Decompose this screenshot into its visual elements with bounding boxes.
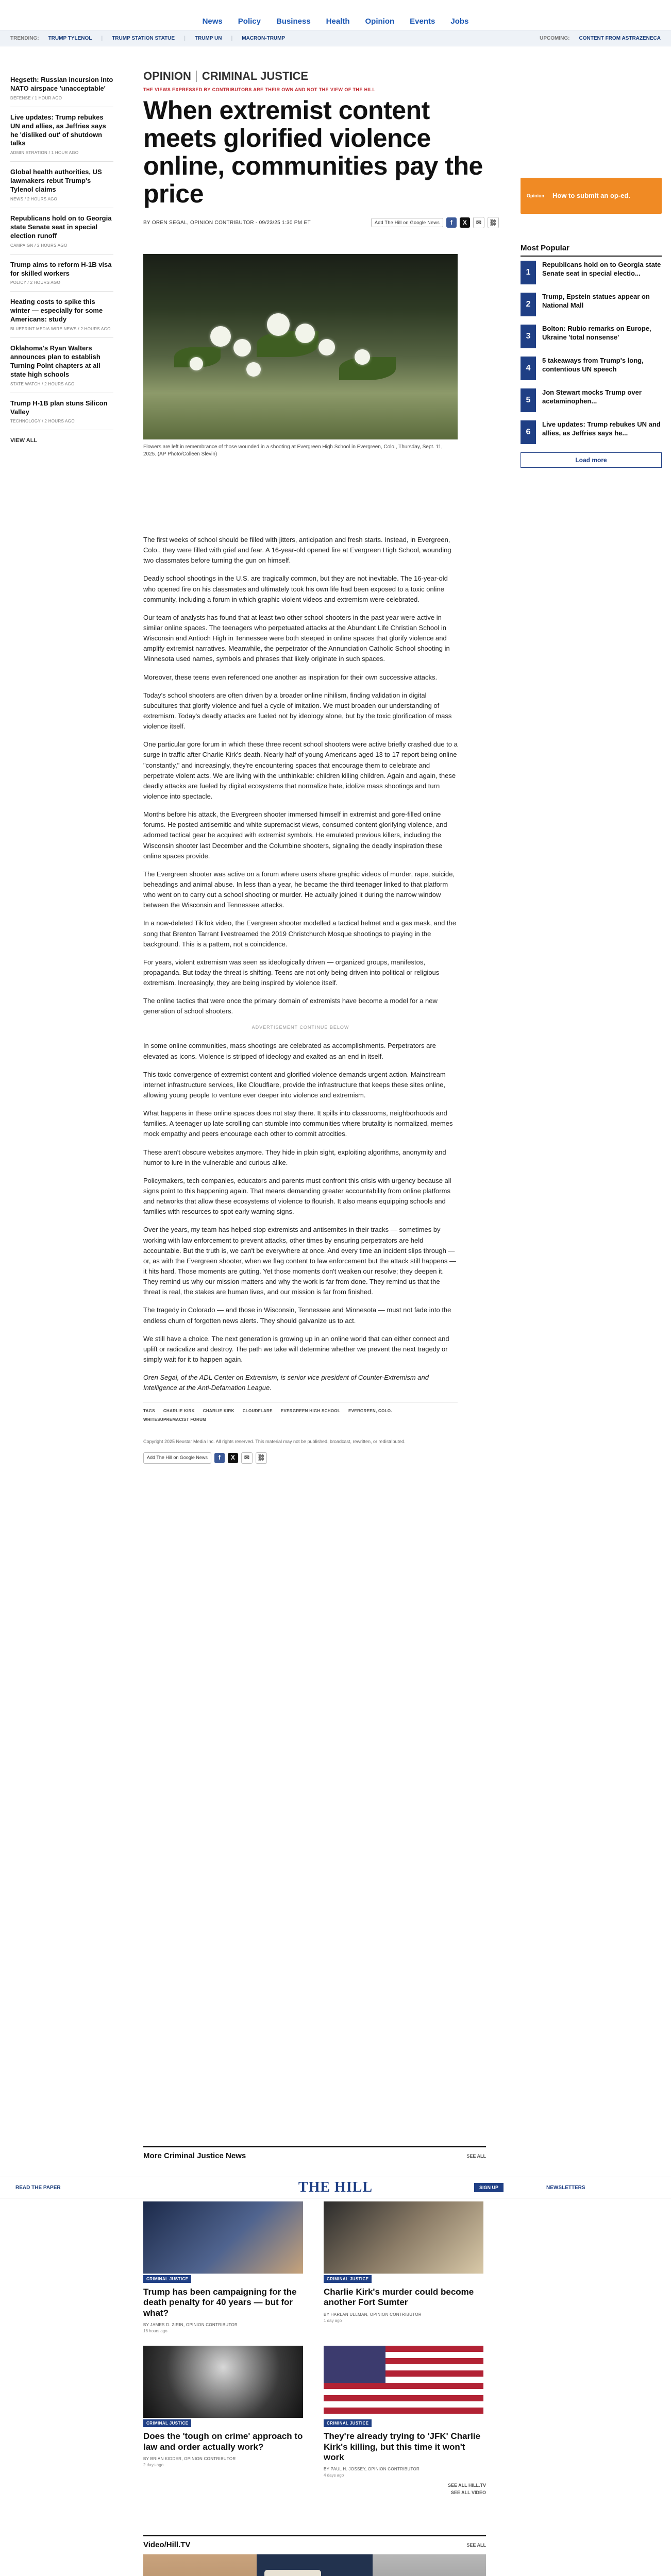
paragraph: Policymakers, tech companies, educators and parents must confront this crisis with urgency because all signs point to this happening again. That means demanding greater accountability from online platforms and networks that allow these ecosystems of violence to flourish. It also means equipping schools and families with resources to spot early warning signs. (143, 1176, 451, 1216)
sidebar-story[interactable] (10, 255, 113, 292)
paragraph: Over the years, my team has helped stop extremists and antisemites in their tracks — sometimes by working with law enforcement to prevent attacks, other times by ensuring perpetrators are held accountable. But the truth is, we can't be everywhere at once. And every time an incident slips through — or, as with the Evergreen shooter, when we flag content to law enforcement but the attack still happens — it hits hard. Those moments are gutting. Yet those moments don't weaken our resolve; they deepen it. They remind us why our mission matters and why the work is far from done. They remind us that the threat is real, the stakes are human lives, and our mission is far from finished. (143, 1226, 457, 1296)
the-hill-bar (0, 2177, 671, 2198)
the-hill-logo[interactable]: THE HILL (298, 2179, 373, 2195)
x-icon[interactable]: X (460, 217, 470, 228)
popular-item-title[interactable]: Live updates: Trump rebukes UN and allies, as Jeffries says he... (542, 420, 661, 437)
x-icon[interactable]: X (228, 1453, 238, 1463)
link-icon[interactable]: ⛓ (256, 1452, 267, 1464)
sidebar-story-meta: DEFENSE / 1 HOUR AGO (10, 95, 62, 100)
sidebar-story[interactable] (10, 208, 113, 255)
promo-text: How to submit an op-ed. (552, 192, 630, 200)
sidebar-story[interactable] (10, 393, 113, 431)
paragraph: Months before his attack, the Evergreen shooter immersed himself in extremist and gore-filled online forums. He posted antisemitic and white supremacist views, consumed content glorifying violence, and adorned tactical gear he acquired with extremist symbols. He emulated previous killers, including the Wisconsin shooter last December and the Columbine shooters, signaling the deadly inspiration these online spaces provide. (143, 810, 447, 860)
popular-item-title[interactable]: Republicans hold on to Georgia state Senate seat in special electio... (542, 261, 661, 277)
nav-jobs[interactable]: Jobs (450, 17, 469, 26)
category-badge: CRIMINAL JUSTICE (324, 2419, 372, 2427)
email-icon[interactable]: ✉ (241, 1452, 253, 1464)
trending-label: TRENDING: (10, 35, 39, 41)
paragraph: One particular gore forum in which these three recent school shooters were active briefly crashed due to a surge in traffic after Charlie Kirk's death. Nearly half of young Americans aged 13 to 17 report being online "constantly," and increasingly, they're encountering spaces that encourage them to celebrate and perpetrate violent acts. We are living with the unthinkable: children killing children. Again and again, these deadly attacks are fueled by digital ecosystems that normalize hate, idolize mass shootings and turn violence into spectacle. (143, 740, 458, 800)
popular-item[interactable] (521, 261, 662, 284)
story-image[interactable] (324, 2346, 483, 2418)
story-title[interactable]: Charlie Kirk's murder could become another Fort Sumter (324, 2287, 474, 2308)
share-tools (371, 217, 499, 228)
op-ed-promo[interactable] (521, 178, 662, 214)
story-title[interactable]: They're already trying to 'JFK' Charlie Kirk's killing, but this time it won't work (324, 2431, 481, 2462)
image-detail (233, 339, 251, 357)
sidebar-story-headline[interactable]: Global health authorities, US lawmakers rebut Trump's Tylenol claims (10, 168, 102, 194)
rank-number: 1 (521, 261, 536, 284)
tag-link[interactable]: CHARLIE KIRK (203, 1409, 234, 1414)
sidebar-story-headline[interactable]: Hegseth: Russian incursion into NATO airspace 'unacceptable' (10, 76, 113, 92)
sidebar-story-headline[interactable]: Heating costs to spike this winter — especially for some Americans: study (10, 298, 103, 324)
section-title: Video/Hill.TV (143, 2540, 191, 2549)
image-detail (373, 2554, 486, 2576)
copyright: Copyright 2025 Nexstar Media Inc. All rights reserved. This material may not be published, broadcast, rewritten, or redistributed. (143, 1439, 406, 1445)
rank-number: 3 (521, 325, 536, 348)
paragraph: In a now-deleted TikTok video, the Evergreen shooter modelled a tactical helmet and a gas mask, and the song that Brenton Tarrant livestreamed the 2019 Christchurch Mosque shootings to playing in the background. This is a pattern, not a coincidence. (143, 919, 457, 948)
paragraph: Moreover, these teens even referenced one another as inspiration for their own successive attacks. (143, 673, 438, 681)
image-detail (324, 2346, 385, 2383)
story-byline: BY BRIAN KIDDER, OPINION CONTRIBUTOR (143, 2456, 236, 2461)
read-the-paper-link[interactable]: READ THE PAPER (15, 2184, 61, 2191)
trending-item[interactable]: TRUMP TYLENOL (48, 35, 92, 41)
tag-link[interactable]: EVERGREEN, COLO. (348, 1409, 392, 1414)
tag-link[interactable]: EVERGREEN HIGH SCHOOL (280, 1409, 341, 1414)
separator (196, 71, 197, 82)
sidebar-story[interactable] (10, 70, 113, 107)
sidebar-story-meta: BLUEPRINT MEDIA WIRE NEWS / 2 HOURS AGO (10, 327, 111, 332)
most-popular-heading: Most Popular (521, 244, 662, 257)
story-age: 1 day ago (324, 2318, 342, 2323)
rank-number: 2 (521, 293, 536, 316)
google-news-button[interactable]: Add The Hill on Google News (371, 218, 443, 227)
sidebar-story[interactable] (10, 162, 113, 208)
separator: | (184, 35, 186, 41)
article (143, 70, 499, 1464)
see-all-link[interactable]: SEE ALL (466, 2542, 486, 2548)
breadcrumb (143, 70, 499, 83)
section-header (143, 2146, 486, 2160)
nav-opinion[interactable]: Opinion (365, 17, 395, 26)
story-age: 4 days ago (324, 2473, 344, 2478)
story-image[interactable] (143, 2201, 303, 2274)
popular-item[interactable] (521, 357, 662, 380)
paragraph: What happens in these online spaces does not stay there. It spills into classrooms, neighborhoods and families. A teenager up late scrolling can stumble into communities where brutality is normalized, memes mock empathy and peers encourage each other to commit atrocities. (143, 1109, 453, 1138)
nav-news[interactable]: News (202, 17, 223, 26)
video-hero[interactable] (143, 2554, 486, 2576)
sign-up-button[interactable]: SIGN UP (474, 2183, 504, 2192)
section-header (143, 2535, 486, 2549)
paragraph: We still have a choice. The next generation is growing up in an online world that can either connect and uplift or radicalize and destroy. The path we take will determine whether we prevent the next tragedy or simply wait for it to happen again. (143, 1334, 449, 1363)
sidebar-story-headline[interactable]: Trump aims to reform H-1B visa for skilled workers (10, 260, 112, 277)
facebook-icon[interactable]: f (214, 1453, 225, 1463)
trending-bar (0, 30, 671, 46)
rank-number: 5 (521, 388, 536, 412)
category-badge: CRIMINAL JUSTICE (143, 2275, 191, 2283)
sidebar-story-meta: CAMPAIGN / 2 HOURS AGO (10, 243, 68, 248)
article-body (143, 535, 458, 1464)
video-section (143, 2535, 486, 2576)
google-news-button[interactable]: Add The Hill on Google News (143, 1452, 211, 1464)
image-detail (190, 357, 203, 370)
story-cards (143, 2201, 486, 2478)
sidebar-story-meta: NEWS / 2 HOURS AGO (10, 197, 58, 202)
story-image[interactable] (143, 2346, 303, 2418)
paragraph: This toxic convergence of extremist content and glorified violence demands urgent action. Mainstream internet infrastructure services, like Cloudflare, provide the infrastructure that keeps these sites online, allowing young people to venture ever deeper into violence and extremism. (143, 1070, 446, 1099)
popular-item-title[interactable]: Jon Stewart mocks Trump over acetaminophen... (542, 388, 642, 405)
paragraph: Our team of analysts has found that at least two other school shooters in the past year were active in similar online spaces. The teenagers who perpetuated attacks at the Abundant Life Christian School in Wisconsin and Antioch High in Tennessee were both steeped in online spaces that glorify violence and amplify extremist narratives. Meanwhile, the perpetrator of the Annunciation Catholic School shooting in Minnesota used names, symbols and phrases that likely originate in such spaces. (143, 613, 450, 663)
author-bio: Oren Segal, of the ADL Center on Extremism, is senior vice president of Counter-Extremism and Intelligence at the Anti-Defamation League. (143, 1374, 429, 1392)
category-badge: CRIMINAL JUSTICE (143, 2419, 191, 2427)
story-title[interactable]: Trump has been campaigning for the death penalty for 40 years — but for what? (143, 2287, 297, 2318)
nav-events[interactable]: Events (410, 17, 435, 26)
trending-item[interactable]: TRUMP UN (194, 35, 222, 41)
tags-label: TAGS (143, 1409, 155, 1414)
story-byline: BY JAMES D. ZIRIN, OPINION CONTRIBUTOR (143, 2323, 238, 2328)
sidebar-story-meta: POLICY / 2 HOURS AGO (10, 280, 60, 285)
paragraph: In some online communities, mass shootings are celebrated as accomplishments. Perpetrators are elevated as icons. Violence is stripped of ideology and exalted as an end in itself. (143, 1042, 436, 1060)
image-caption: Flowers are left in remembrance of those wounded in a shooting at Evergreen High School in Evergreen, Colo., Thursday, Sept. 11, 2025. (AP Photo/Colleen Slevin) (143, 444, 443, 457)
nav-policy[interactable]: Policy (238, 17, 261, 26)
sidebar-story[interactable] (10, 292, 113, 338)
image-detail (246, 362, 261, 377)
latest-news-sidebar (10, 70, 113, 444)
see-all-link[interactable]: SEE ALL (466, 2153, 486, 2159)
load-more-button[interactable]: Load more (521, 452, 662, 468)
popular-item[interactable] (521, 420, 662, 444)
popular-item-title[interactable]: Bolton: Rubio remarks on Europe, Ukraine 'total nonsense' (542, 325, 651, 341)
image-detail (210, 326, 231, 347)
paragraph: The first weeks of school should be filled with jitters, anticipation and fresh starts. Instead, in Evergreen, Colo., they were filled with grief and fear. A 16-year-old opened fire at Evergreen High School, wounding two classmates before turning the gun on himself. (143, 536, 451, 565)
sidebar-story-meta: STATE WATCH / 2 HOURS AGO (10, 381, 75, 386)
promo-logo: Opinion (527, 193, 544, 198)
popular-item-title[interactable]: Trump, Epstein statues appear on National Mall (542, 293, 650, 309)
hero-image (143, 254, 458, 439)
sidebar-story-meta: TECHNOLOGY / 2 HOURS AGO (10, 419, 75, 424)
story-age: 2 days ago (143, 2462, 164, 2467)
story-card[interactable] (324, 2346, 483, 2478)
email-icon[interactable]: ✉ (473, 217, 484, 228)
image-detail (295, 324, 315, 343)
trending-item[interactable]: TRUMP STATION STATUE (112, 35, 175, 41)
sidebar-story-headline[interactable]: Oklahoma's Ryan Walters announces plan to establish Turning Point chapters at all state high schools (10, 344, 100, 378)
opinion-disclaimer: THE VIEWS EXPRESSED BY CONTRIBUTORS ARE THEIR OWN AND NOT THE VIEW OF THE HILL (143, 87, 376, 92)
view-all-link[interactable]: VIEW ALL (10, 437, 38, 444)
tag-link[interactable]: WHITESUPREMACIST FORUM (143, 1417, 207, 1422)
story-image[interactable] (324, 2201, 483, 2274)
separator: | (101, 35, 103, 41)
sidebar-story[interactable] (10, 107, 113, 162)
category-badge: CRIMINAL JUSTICE (324, 2275, 372, 2283)
trending-item[interactable]: MACRON-TRUMP (242, 35, 286, 41)
article-title: When extremist content meets glorified violence online, communities pay the price (143, 96, 483, 208)
section-label[interactable]: OPINION (143, 70, 191, 82)
nav-health[interactable]: Health (326, 17, 350, 26)
paragraph: The online tactics that were once the primary domain of extremists have become a model for a new generation of school shooters. (143, 997, 438, 1015)
sidebar-story[interactable] (10, 338, 113, 393)
sidebar-story-headline[interactable]: Trump H-1B plan stuns Silicon Valley (10, 399, 108, 416)
story-card[interactable] (143, 2346, 303, 2478)
tag-link[interactable]: CHARLIE KIRK (163, 1409, 195, 1414)
upcoming-item[interactable]: CONTENT FROM ASTRAZENECA (579, 35, 661, 41)
paragraph: The tragedy in Colorado — and those in Wisconsin, Tennessee and Minnesota — must not fade into the endless churn of forgotten news alerts. They should galvanize us to act. (143, 1306, 451, 1325)
upcoming-label: UPCOMING: (540, 35, 570, 41)
paragraph: Deadly school shootings in the U.S. are tragically common, but they are not inevitable. The 16-year-old who opened fire on his classmates and ultimately took his own life had been exposed to a toxic online community, including a forum in which graphic violent videos and extremism were celebrated. (143, 574, 448, 603)
popular-item-title[interactable]: 5 takeaways from Trump's long, contentious UN speech (542, 357, 644, 373)
story-age: 16 hours ago (143, 2329, 167, 2334)
image-detail (143, 2554, 257, 2576)
image-detail (318, 339, 335, 355)
sidebar-story-meta: ADMINISTRATION / 1 HOUR AGO (10, 150, 79, 156)
link-icon[interactable]: ⛓ (488, 217, 499, 228)
story-title[interactable]: Does the 'tough on crime' approach to law and order actually work? (143, 2431, 303, 2452)
separator: | (231, 35, 233, 41)
story-card[interactable] (143, 2201, 303, 2333)
right-rail (521, 178, 662, 468)
ad-label: ADVERTISEMENT CONTINUE BELOW (251, 1025, 349, 1030)
paragraph: Today's school shooters are often driven by a broader online nihilism, finding validation in digital subcultures that glorify violence and fuel a cycle of imitation. We must broaden our understanding of extremism. Today's deadly attacks are fueled not by ideology alone, but by the toxic glorification of mass violence itself. (143, 691, 452, 731)
image-detail (355, 349, 370, 365)
newsletters-link[interactable]: NEWSLETTERS (546, 2184, 585, 2191)
tag-link[interactable]: CLOUDFLARE (242, 1409, 273, 1414)
paragraph: For years, violent extremism was seen as ideologically driven — organized groups, manifestos, propaganda. But today the threat is shifting. Teens are not only being driven into political or religious extremism. Increasingly, they are being inspired by violence itself. (143, 958, 440, 987)
popular-item[interactable] (521, 325, 662, 348)
section-title: More Criminal Justice News (143, 2151, 246, 2160)
popular-item[interactable] (521, 293, 662, 316)
nav-business[interactable]: Business (276, 17, 311, 26)
rank-number: 4 (521, 357, 536, 380)
see-all-hilltv-link[interactable]: SEE ALL HILL.TV (447, 2483, 486, 2488)
main-nav (0, 0, 671, 30)
paragraph: The Evergreen shooter was active on a forum where users share graphic videos of murder, rape, suicide, beheadings and animal abuse. In less than a year, he became the third teenager linked to that platform who went on to carry out a school shooting or murder. He actually joined it during the narrow window between the Wisconsin and Tennessee attacks. (143, 870, 455, 909)
byline: BY OREN SEGAL, OPINION CONTRIBUTOR - 09/23/25 1:30 PM ET (143, 219, 311, 226)
see-all-video-link[interactable]: SEE ALL VIDEO (450, 2490, 486, 2496)
category-label[interactable]: CRIMINAL JUSTICE (202, 70, 309, 82)
share-tools-bottom (143, 1452, 458, 1464)
rank-number: 6 (521, 420, 536, 444)
image-detail (264, 2570, 321, 2576)
tags-row (143, 1402, 458, 1423)
facebook-icon[interactable]: f (446, 217, 457, 228)
popular-item[interactable] (521, 388, 662, 412)
paragraph: These aren't obscure websites anymore. They hide in plain sight, exploiting algorithms, anonymity and humor to lure in the vulnerable and curious alike. (143, 1148, 446, 1166)
sidebar-story-headline[interactable]: Republicans hold on to Georgia state Senate seat in special election runoff (10, 214, 112, 240)
byline-row (143, 217, 499, 228)
story-card[interactable] (324, 2201, 483, 2333)
story-byline: BY HARLAN ULLMAN, OPINION CONTRIBUTOR (324, 2312, 422, 2317)
story-byline: BY PAUL H. JOSSEY, OPINION CONTRIBUTOR (324, 2467, 420, 2472)
image-detail (267, 313, 290, 336)
sidebar-story-headline[interactable]: Live updates: Trump rebukes UN and allies, as Jeffries says he 'disliked out' of shutdown talks (10, 113, 106, 147)
